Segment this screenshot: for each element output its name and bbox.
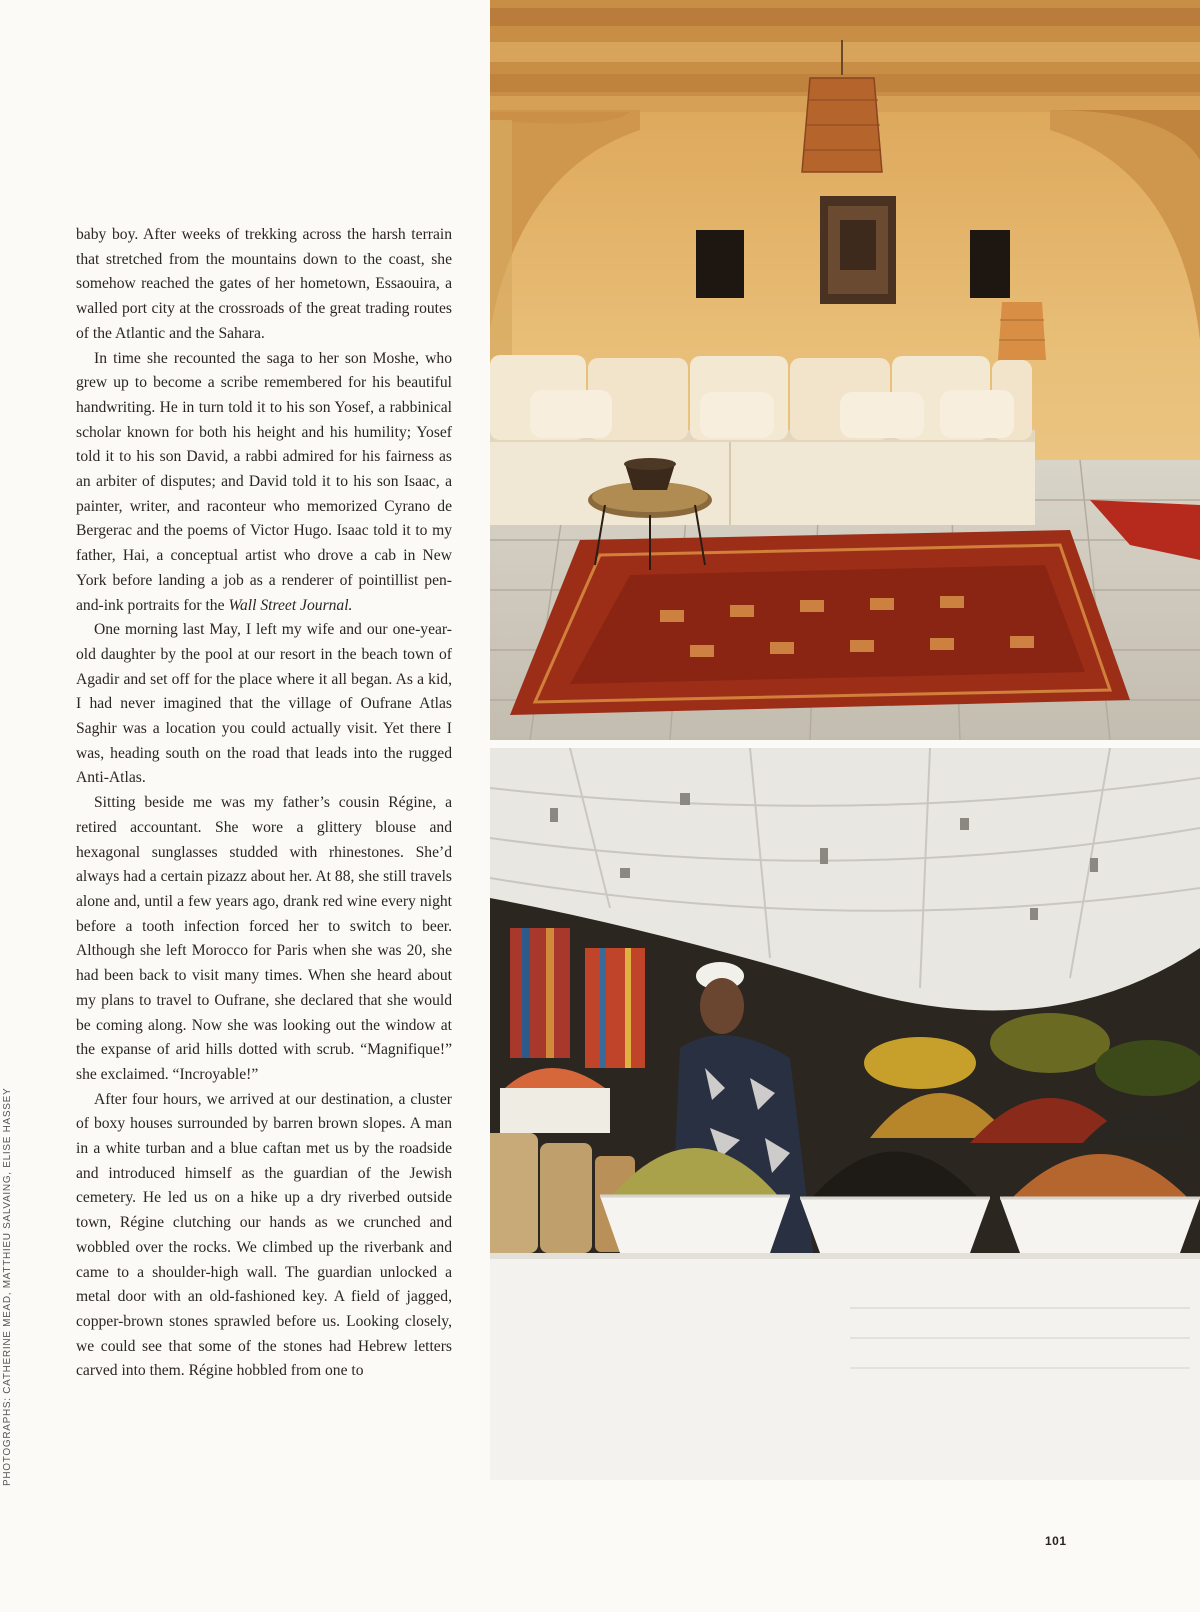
photo-salon-interior (490, 0, 1200, 740)
article-body (76, 223, 452, 1384)
article-paragraph-3: One morning last May, I left my wife and our one-year-old daughter by the pool at our resort in the beach town of Agadir and set off for the place where it all began. As a kid, I had never imagined that the village of Oufrane Atlas Saghir was a location you could actually visit. Yet there I was, heading south on the road that leads into the rugged Anti-Atlas. (76, 621, 452, 787)
article-paragraph-4: Sitting beside me was my father’s cousin Régine, a retired accountant. She wore a glittery blouse and hexagonal sunglasses studded with rhinestones. She’d always had a certain pizazz about her. At 88, she still travels alone and, until a few years ago, drank red wine every night before a tooth infection forced her to switch to beer. Although she left Morocco for Paris when she was 20, she had been back to visit many times. When she heard about my plans to travel to Oufrane, she declared that she would be coming along. Now she was looking out the window at the expanse of arid hills dotted with scrub. “Magnifique!” she exclaimed. “Incroyable!” (76, 794, 452, 1083)
photo-credit: PHOTOGRAPHS: CATHERINE MEAD, MATTHIEU SALVAING, ELISE HASSEY (2, 1087, 13, 1486)
article-paragraph-1: baby boy. After weeks of trekking across the harsh terrain that stretched from the mountains down to the coast, she somehow reached the gates of her hometown, Essaouira, a walled port city at the crossroads of the great trading routes of the Atlantic and the Sahara. (76, 226, 452, 342)
article-paragraph-2 (76, 347, 452, 619)
page-number: 101 (1045, 1534, 1067, 1548)
article-paragraph-5: After four hours, we arrived at our destination, a cluster of boxy houses surrounded by barren brown slopes. A man in a white turban and a blue caftan met us by the roadside and introduced himself as the guardian of the Jewish cemetery. He led us on a hike up a dry riverbed outside town, Régine clutching our hands as we crunched and wobbled over the rocks. We climbed up the riverbank and came to a shoulder-high wall. The guardian unlocked a metal door with an old-fashioned key. A field of jagged, copper-brown stones sprawled before us. Looking closely, we could see that some of the stones had Hebrew letters carved into them. Régine hobbled from one to (76, 1090, 452, 1380)
photo-olive-stall (490, 748, 1200, 1480)
article-paragraph-2-text: In time she recounted the saga to her son Moshe, who grew up to become a scribe remembered for his beautiful handwriting. He in turn told it to his son Yosef, a rabbinical scholar known for both his height and his humility; Yosef told it to his son David, a rabbi admired for his fairness as an arbiter of disputes; and David told it to his son Isaac, a painter, writer, and raconteur who memorized Cyrano de Bergerac and the poems of Victor Hugo. Isaac told it to my father, Hai, a conceptual artist who drove a cab in New York before landing a job as a renderer of pointillist pen-and-ink portraits for the (76, 349, 452, 614)
publication-name: Wall Street Journal. (228, 596, 353, 614)
